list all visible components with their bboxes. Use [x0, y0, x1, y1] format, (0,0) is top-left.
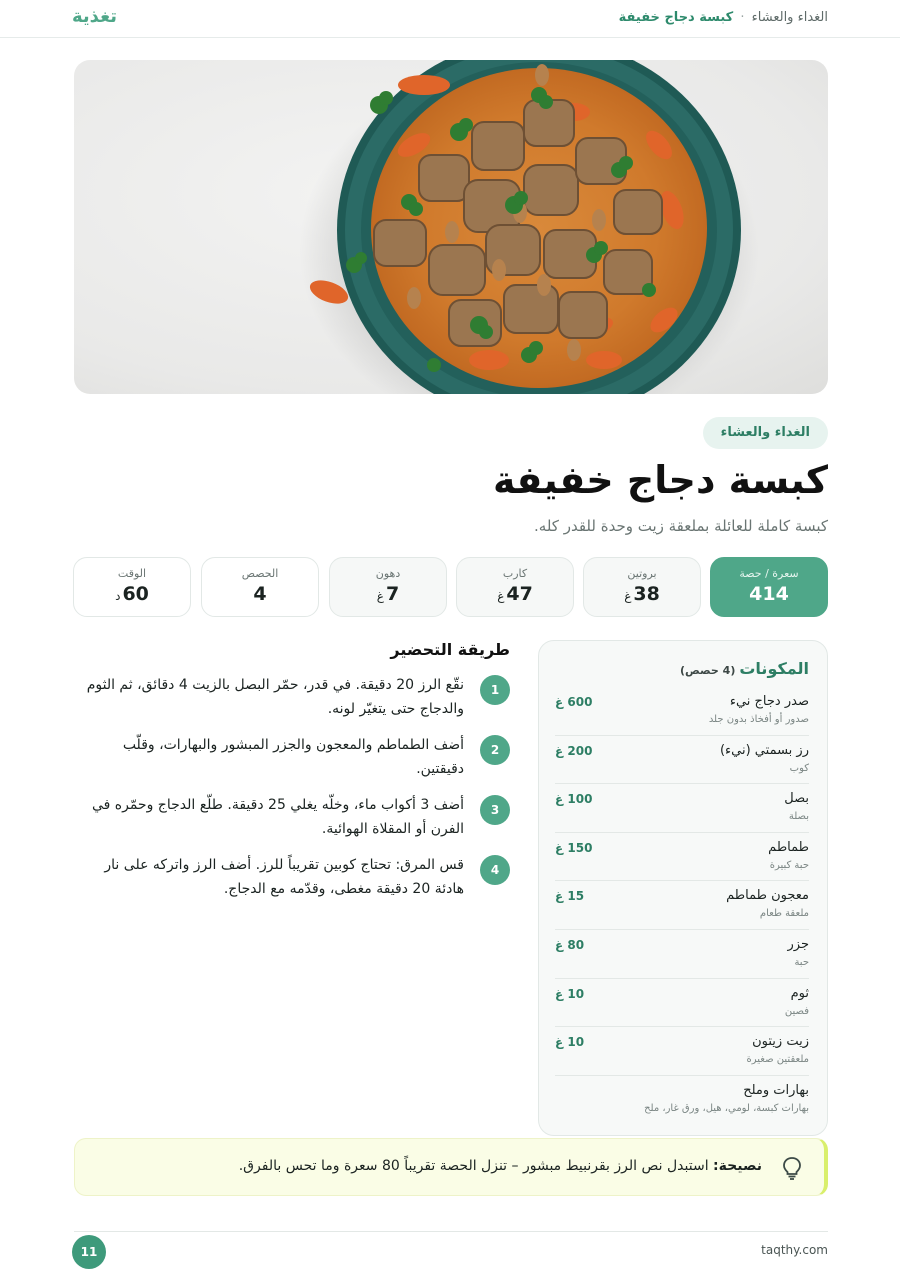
tip-body: استبدل نص الرز بقرنبيط مبشور – تنزل الحصة تقريباً 80 سعرة وما تحس بالفرق. [238, 1158, 709, 1174]
step-number: 1 [480, 675, 510, 705]
list-item [555, 687, 809, 736]
ingredient-qty: 10 غ [555, 1035, 585, 1050]
tip-box [74, 1138, 828, 1196]
stat-label: بروتين [627, 567, 657, 580]
stat-carbs [456, 557, 574, 617]
step-number: 3 [480, 795, 510, 825]
ingredient-note: بهارات كبسة، لومي، هيل، ورق غار، ملح [644, 1102, 809, 1114]
stat-value: 47غ [497, 583, 533, 605]
ingredient-qty: 600 غ [555, 695, 593, 709]
stat-value: 60د [115, 583, 149, 605]
ingredient-qty: 80 غ [555, 937, 585, 952]
step-text: أضف الطماطم والمعجون والجزر المبشور والبهارات، وقلّب دقيقتين. [122, 737, 464, 777]
stat-unit: د [115, 589, 121, 603]
stat-value: 7غ [376, 583, 400, 605]
page-number: 11 [72, 1235, 106, 1269]
ingredient-name: معجون طماطم [726, 888, 809, 904]
ingredient-name: طماطم [768, 839, 809, 855]
ingredients-list [555, 687, 809, 1124]
stat-unit: غ [497, 589, 505, 603]
list-item [555, 930, 809, 979]
recipe-title: كبسة دجاج خفيفة [493, 458, 828, 502]
ingredient-note: كوب [789, 762, 809, 774]
list-item [555, 1076, 809, 1125]
ingredient-note: صدور أو أفخاذ بدون جلد [708, 714, 809, 725]
ingredient-name: بهارات وملح [743, 1082, 809, 1098]
stat-fat [329, 557, 447, 617]
step-text: قس المرق: تحتاج كوبين تقريباً للرز. أضف الرز واتركه على نار هادئة 20 دقيقة مغطى، وقدّمه مع الدجاج. [104, 857, 464, 897]
list-item [555, 833, 809, 882]
footer-site[interactable]: taqthy.com [761, 1243, 828, 1257]
list-item [555, 1027, 809, 1076]
tip-text [239, 1158, 762, 1174]
stat-label: دهون [375, 567, 401, 580]
stat-calories [710, 557, 828, 617]
ingredient-note: بصلة [788, 811, 809, 823]
top-bar [0, 0, 900, 38]
ingredient-name: بصل [784, 791, 809, 807]
ingredient-name: ثوم [790, 985, 809, 1001]
list-item [555, 736, 809, 785]
breadcrumb-parent[interactable]: الغداء والعشاء [751, 10, 828, 25]
stat-label: الوقت [117, 567, 147, 580]
ingredient-note: حبة [794, 956, 809, 968]
step-text: أضف 3 أكواب ماء، وخلّه يغلي 25 دقيقة. طلّع الدجاج وحمّره في الفرن أو المقلاة الهوائية. [91, 797, 464, 837]
ingredient-name: رز بسمتي (نيء) [719, 742, 809, 758]
stat-value: 38غ [624, 583, 660, 605]
ingredients-card [538, 640, 828, 1136]
stat-label: كارب [502, 567, 528, 580]
kabsa-plate-illustration [74, 60, 828, 394]
list-item [555, 881, 809, 930]
ingredients-title: المكونات(4 حصص) [680, 659, 809, 678]
stat-value: 414 [749, 583, 789, 605]
step-text: نقّع الرز 20 دقيقة. في قدر، حمّر البصل بالزيت 4 دقائق، ثم الثوم والدجاج حتى يتغيّر لونه. [86, 677, 464, 717]
footer-divider [74, 1231, 828, 1232]
breadcrumb-current: كبسة دجاج خفيفة [618, 10, 734, 25]
ingredient-qty: 10 غ [555, 986, 585, 1001]
ingredient-note: ملعقتين صغيرة [746, 1054, 809, 1066]
stat-value: 4 [253, 583, 267, 605]
ingredient-note: ملعقة طعام [759, 908, 809, 920]
ingredient-name: جزر [787, 936, 809, 952]
step-number: 4 [480, 855, 510, 885]
list-item [555, 784, 809, 833]
nutrition-stats [72, 557, 828, 617]
ingredient-qty: 150 غ [555, 840, 593, 855]
stat-unit: غ [376, 589, 384, 603]
ingredient-qty: 15 غ [555, 889, 585, 904]
stat-servings [201, 557, 319, 617]
recipe-subtitle: كبسة كاملة للعائلة بملعقة زيت وحدة للقدر كله. [534, 517, 828, 535]
breadcrumb [619, 10, 828, 25]
stat-label: سعرة / حصة [739, 567, 799, 580]
stat-protein [583, 557, 701, 617]
steps-title: طريقة التحضير [390, 640, 510, 659]
list-item [555, 979, 809, 1028]
site-logo[interactable]: تغذية [72, 6, 117, 27]
ingredient-qty: 100 غ [555, 792, 593, 807]
ingredient-qty: 200 غ [555, 743, 593, 758]
ingredient-note: حبة كبيرة [769, 859, 809, 871]
stat-time [73, 557, 191, 617]
ingredients-servings: (4 حصص) [680, 664, 736, 677]
lightbulb-icon [782, 1156, 802, 1184]
ingredient-name: زيت زيتون [752, 1034, 809, 1050]
step-number: 2 [480, 735, 510, 765]
category-badge[interactable]: الغداء والعشاء [703, 417, 828, 449]
ingredient-name: صدر دجاج نيء [729, 694, 809, 709]
ingredient-note: فصين [784, 1005, 809, 1017]
tip-label: نصيحة: [713, 1158, 762, 1174]
hero-image [74, 60, 828, 394]
stat-unit: غ [624, 589, 632, 603]
stat-label: الحصص [241, 567, 279, 580]
breadcrumb-separator: · [740, 10, 745, 25]
